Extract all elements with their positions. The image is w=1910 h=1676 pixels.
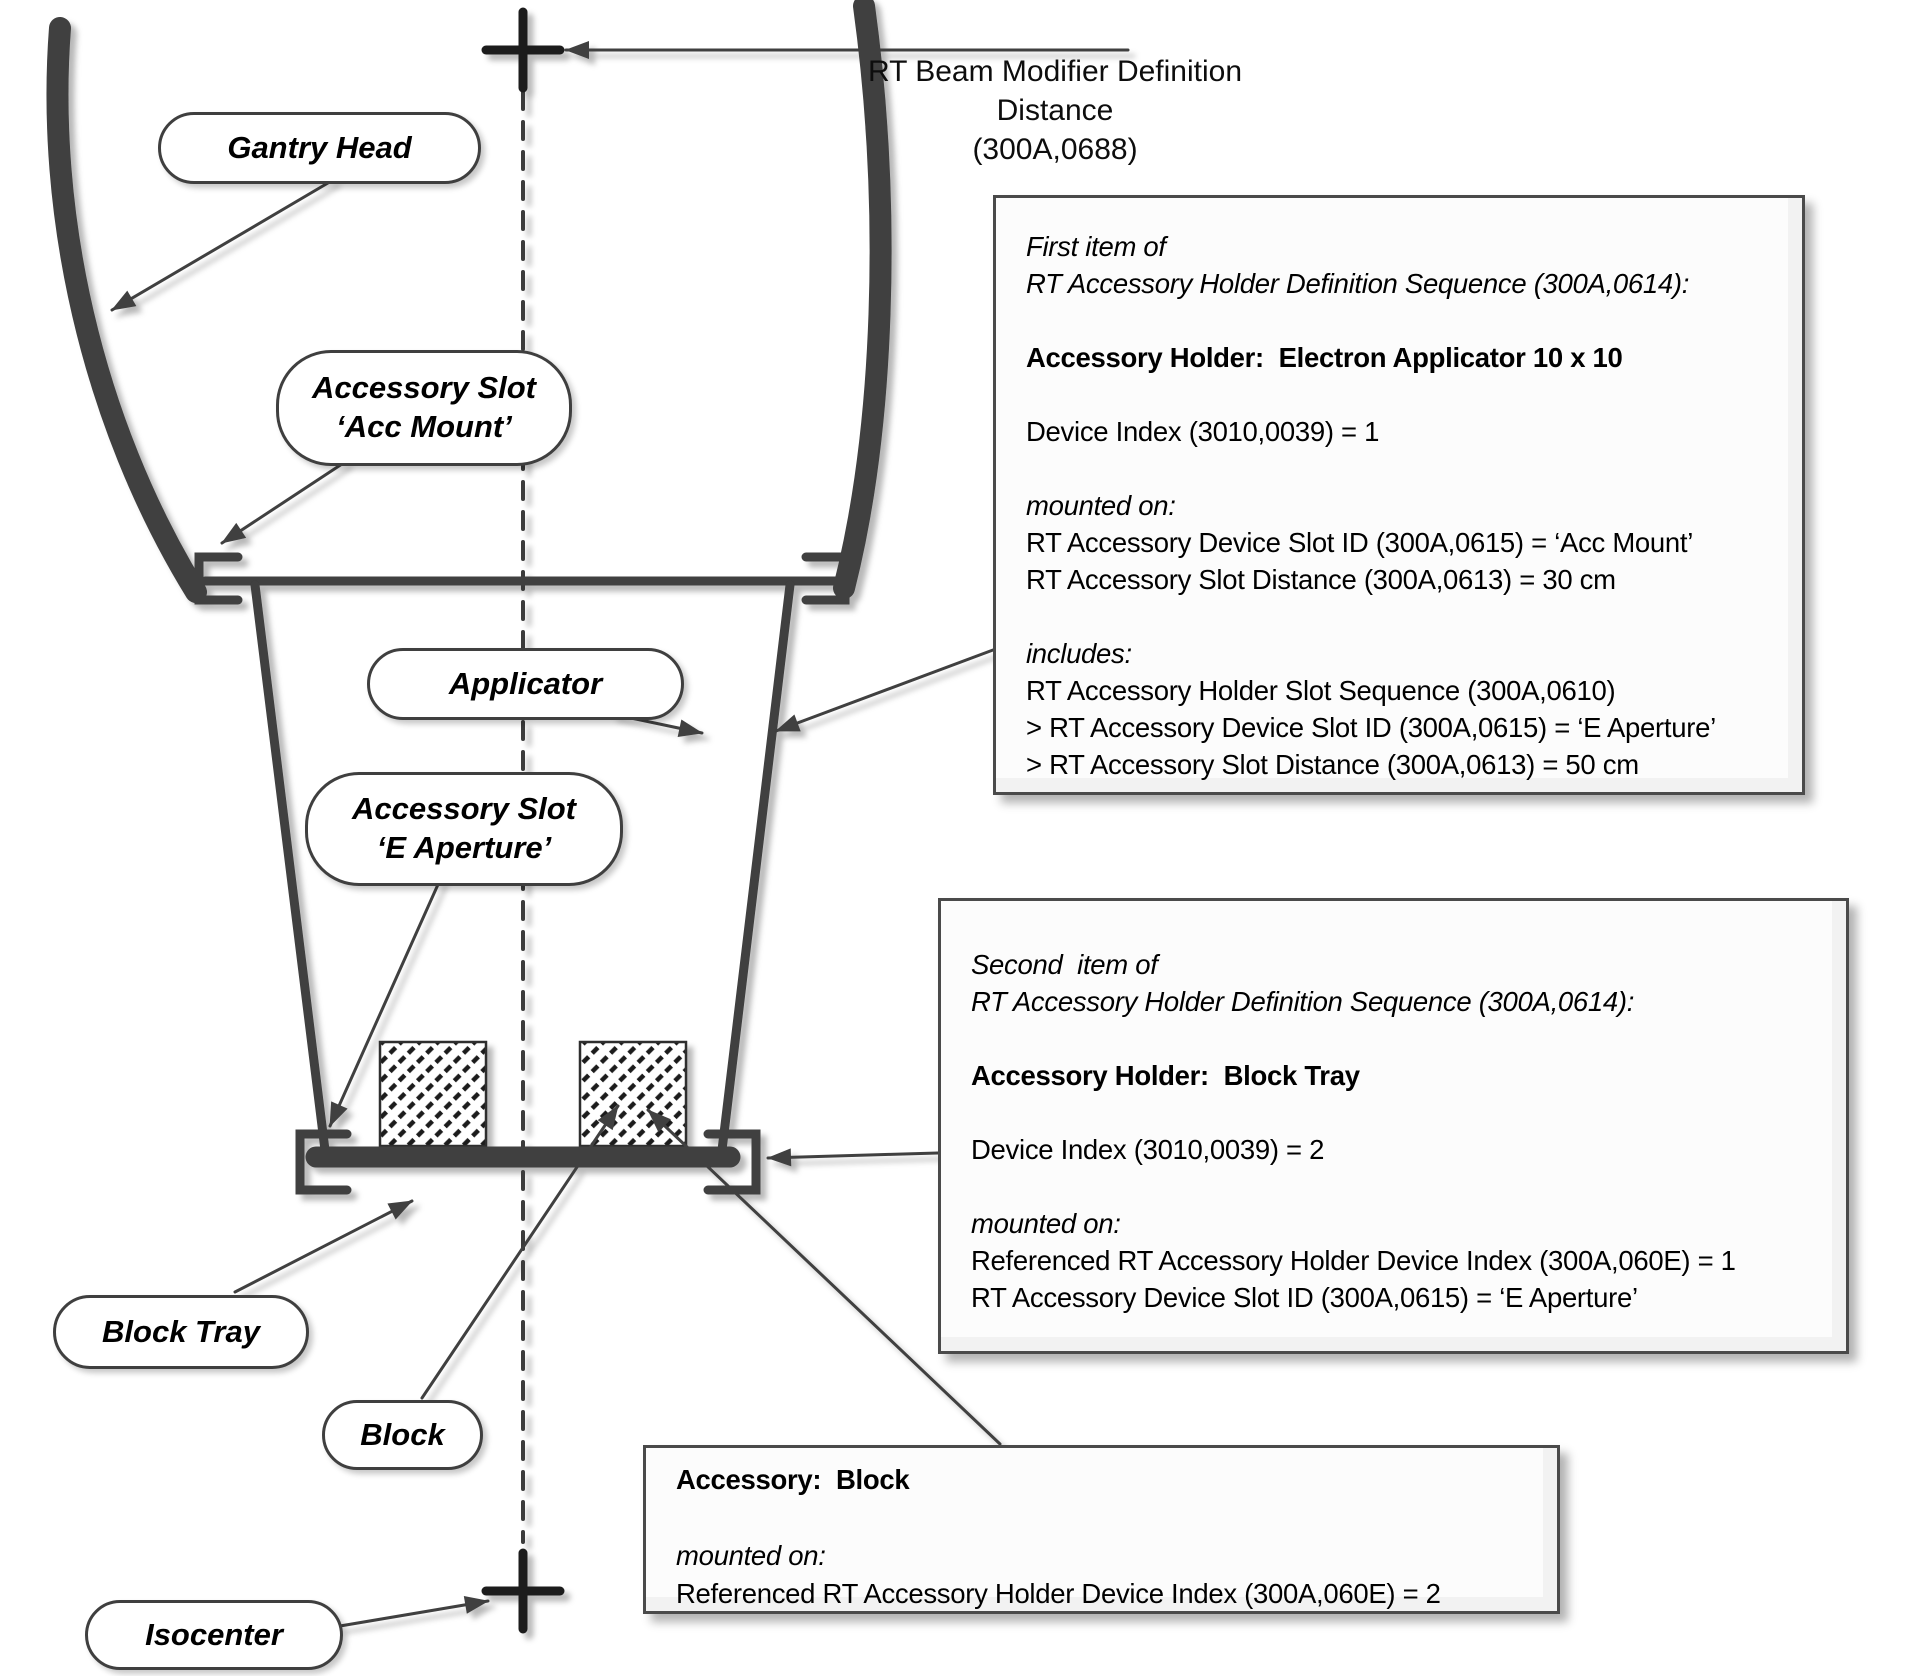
box-line: Accessory Holder: Block Tray bbox=[971, 1060, 1360, 1091]
applicator-label-text: Applicator bbox=[448, 665, 603, 701]
box-line: includes: bbox=[1026, 638, 1132, 669]
gantry-head-leader bbox=[112, 180, 333, 310]
block-left-hatched bbox=[380, 1042, 486, 1146]
box-line: RT Accessory Device Slot ID (300A,0615) = ‘E Aperture’ bbox=[971, 1282, 1638, 1313]
box-line: mounted on: bbox=[971, 1208, 1121, 1239]
block-label bbox=[322, 1400, 483, 1470]
box-line: Second item of bbox=[971, 949, 1158, 980]
first-item-box bbox=[993, 195, 1805, 795]
gantry-head-left-arc bbox=[57, 28, 196, 592]
acc-mount-slot-label bbox=[276, 350, 572, 466]
box-line: Device Index (3010,0039) = 2 bbox=[971, 1134, 1325, 1165]
e-aperture-slot-label bbox=[305, 772, 623, 886]
box-line bbox=[676, 1499, 1539, 1537]
gantry-head-label-text: Gantry Head bbox=[227, 129, 412, 165]
box-line bbox=[1026, 450, 1784, 487]
first-box-leader bbox=[776, 650, 993, 731]
box-line bbox=[1026, 302, 1784, 339]
block-tray-label bbox=[53, 1295, 309, 1369]
applicator-left-side bbox=[255, 585, 325, 1150]
box-line: First item of bbox=[1026, 231, 1166, 262]
applicator-label bbox=[367, 648, 684, 720]
block-tray-leader bbox=[235, 1201, 412, 1292]
box-line: RT Accessory Device Slot ID (300A,0615) = ‘Acc Mount’ bbox=[1026, 527, 1694, 558]
e-aperture-slot-label-line2: ‘E Aperture’ bbox=[376, 830, 552, 865]
definition-distance-note bbox=[810, 52, 1300, 169]
acc-mount-slot-label-line1: Accessory Slot bbox=[312, 370, 536, 406]
box-line: RT Accessory Holder Slot Sequence (300A,0610) bbox=[1026, 675, 1616, 706]
box-line: Device Index (3010,0039) = 1 bbox=[1026, 416, 1380, 447]
second-item-box bbox=[938, 898, 1849, 1354]
box-line: Referenced RT Accessory Holder Device Index (300A,060E) = 1 bbox=[971, 1245, 1736, 1276]
box-line: > RT Accessory Device Slot ID (300A,0615) = ‘E Aperture’ bbox=[1026, 712, 1716, 743]
isocenter-leader bbox=[340, 1601, 488, 1626]
box-line: > RT Accessory Slot Distance (300A,0613) = 50 cm bbox=[1026, 749, 1639, 780]
box-line bbox=[971, 1094, 1828, 1131]
box-line: Referenced RT Accessory Holder Device Index (300A,060E) = 2 bbox=[676, 1578, 1441, 1609]
acc-mount-slot-label-line2: ‘Acc Mount’ bbox=[336, 409, 512, 444]
gantry-head-label bbox=[158, 112, 481, 184]
isocenter-label-text: Isocenter bbox=[145, 1616, 283, 1652]
block-tray-label-text: Block Tray bbox=[102, 1313, 260, 1349]
block-label-text: Block bbox=[360, 1416, 445, 1452]
box-line bbox=[1026, 598, 1784, 635]
definition-distance-title: RT Beam Modifier Definition Distance bbox=[867, 55, 1243, 127]
box-line: Accessory Holder: Electron Applicator 10 x 10 bbox=[1026, 342, 1623, 373]
box-line bbox=[971, 1020, 1828, 1057]
isocenter-label bbox=[85, 1600, 343, 1670]
box-line: Accessory: Block bbox=[676, 1464, 910, 1495]
beam-source-cross-marker bbox=[486, 12, 560, 88]
accessory-block-box bbox=[643, 1445, 1560, 1614]
box-line: mounted on: bbox=[1026, 490, 1176, 521]
definition-distance-tag: (300A,0688) bbox=[972, 133, 1138, 166]
box-line: RT Accessory Holder Definition Sequence (300A,0614): bbox=[1026, 268, 1690, 299]
acc-mount-leader bbox=[222, 462, 345, 543]
isocenter-cross-marker bbox=[486, 1553, 560, 1629]
box-line bbox=[1026, 376, 1784, 413]
applicator-right-side bbox=[722, 585, 790, 1150]
box-line: RT Accessory Holder Definition Sequence (300A,0614): bbox=[971, 986, 1635, 1017]
e-aperture-slot-label-line1: Accessory Slot bbox=[352, 791, 576, 827]
box-line bbox=[971, 1168, 1828, 1205]
second-box-leader bbox=[768, 1153, 938, 1158]
box-line: RT Accessory Slot Distance (300A,0613) = 30 cm bbox=[1026, 564, 1616, 595]
box-line: mounted on: bbox=[676, 1540, 826, 1571]
